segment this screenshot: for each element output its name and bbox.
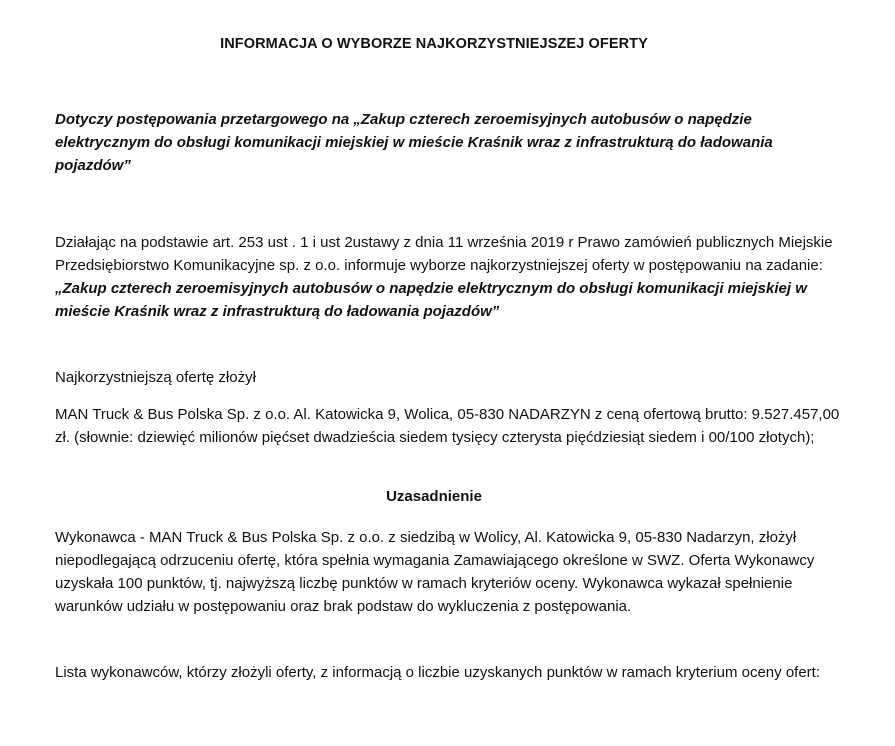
document-title: INFORMACJA O WYBORZE NAJKORZYSTNIEJSZEJ OFERTY	[220, 36, 648, 52]
legal-basis-text: Działając na podstawie art. 253 ust . 1 i ust 2ustawy z dnia 11 września 2019 r Prawo zamówień publicznych Miejskie Przedsiębiorstwo Komunikacyjne sp. z o.o. informuje wyborze najkorzystniejszej oferty w postępowaniu na zadanie:	[55, 234, 833, 274]
best-offer-intro: Najkorzystniejszą ofertę złożył	[55, 369, 256, 386]
legal-basis-paragraph	[55, 231, 845, 323]
bidders-list-intro: Lista wykonawców, którzy złożyli oferty, z informacją o liczbie uzyskanych punktów w ramach kryterium oceny ofert:	[55, 664, 820, 681]
justification-heading: Uzasadnienie	[386, 488, 482, 505]
procurement-subject: Dotyczy postępowania przetargowego na „Zakup czterech zeroemisyjnych autobusów o napędzie elektrycznym do obsługi komunikacji miejskiej w mieście Kraśnik wraz z infrastrukturą do ładowania pojazdów”	[55, 111, 773, 174]
justification-paragraph: Wykonawca - MAN Truck & Bus Polska Sp. z o.o. z siedzibą w Wolicy, Al. Katowicka 9, 05-830 Nadarzyn, złożył niepodlegającą odrzuceniu ofertę, która spełnia wymagania Zamawiającego określone w SWZ. Oferta Wykonawcy uzyskała 100 punktów, tj. najwyższą liczbę punktów w ramach kryteriów oceny. Wykonawca wykazał spełnienie warunków udziału w postępowaniu oraz brak podstaw do wykluczenia z postępowania.	[55, 529, 815, 615]
task-name-emphasis: „Zakup czterech zeroemisyjnych autobusów o napędzie elektrycznym do obsługi komunikacji miejskiej w mieście Kraśnik wraz z infrastrukturą do ładowania pojazdów”	[55, 280, 807, 320]
winning-bidder-paragraph: MAN Truck & Bus Polska Sp. z o.o. Al. Katowicka 9, Wolica, 05-830 NADARZYN z ceną ofertową brutto: 9.527.457,00 zł. (słownie: dziewięć milionów pięćset dwadzieścia siedem tysięcy czterysta pięćdziesiąt siedem i 00/100 złotych);	[55, 406, 840, 446]
